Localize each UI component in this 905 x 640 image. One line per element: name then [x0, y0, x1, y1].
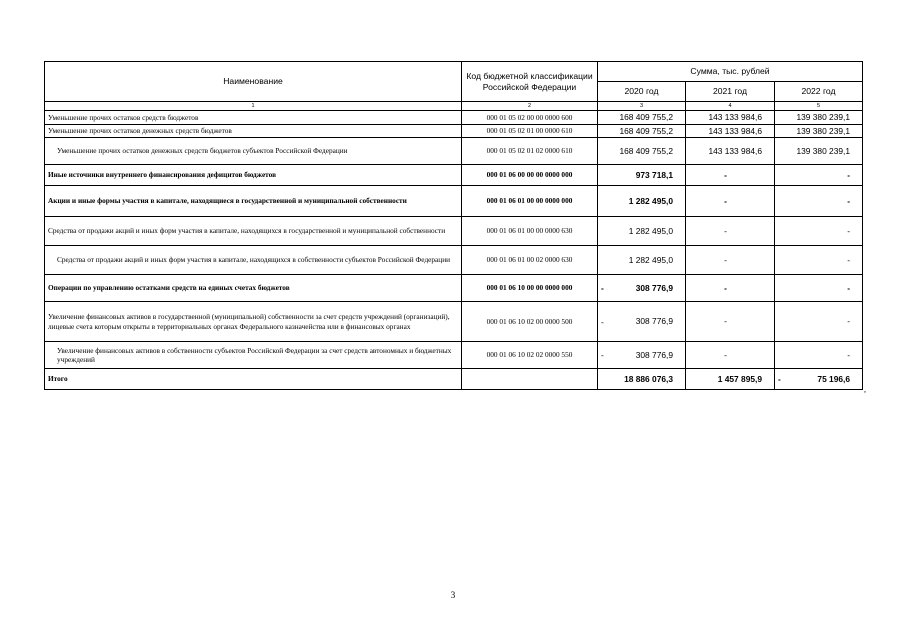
row-value-2022: -: [775, 275, 863, 302]
column-index: 3: [598, 102, 686, 111]
row-value-2022: -: [775, 217, 863, 246]
header-name: Наименование: [45, 62, 462, 102]
row-code: 000 01 06 00 00 00 0000 000: [462, 165, 598, 186]
row-value-2021: 143 133 984,6: [686, 111, 775, 125]
row-value-2022: 139 380 239,1: [775, 111, 863, 125]
row-name: Увеличение финансовых активов в государственной (муниципальной) собственности за счет средств учреждений (организаций), лицевые счета которым открыты в территориальных органах Федерального казначейства или в финансовых органах: [45, 302, 462, 342]
table-row: [45, 138, 863, 165]
value-text: 308 776,9: [635, 282, 673, 293]
table-row: [45, 342, 863, 369]
row-value-2020: 18 886 076,3: [598, 369, 686, 390]
row-value-2020: [598, 342, 686, 369]
header-year-2022: 2022 год: [775, 82, 863, 102]
table-row: [45, 302, 863, 342]
row-name: Иные источники внутреннего финансирования дефицитов бюджетов: [45, 165, 462, 186]
column-index: 5: [775, 102, 863, 111]
row-code: 000 01 05 02 00 00 0000 600: [462, 111, 598, 125]
row-value-2022: [775, 369, 863, 390]
minus-sign: -: [778, 373, 781, 384]
row-value-2020: [598, 302, 686, 342]
row-value-2020: 168 409 755,2: [598, 124, 686, 138]
header-year-2021: 2021 год: [686, 82, 775, 102]
row-name: Уменьшение прочих остатков средств бюджетов: [45, 111, 462, 125]
minus-sign: -: [601, 316, 604, 327]
row-code: 000 01 06 01 00 00 0000 000: [462, 186, 598, 217]
row-value-2020: 1 282 495,0: [598, 246, 686, 275]
row-value-2020: 1 282 495,0: [598, 217, 686, 246]
row-name: Итого: [45, 369, 462, 390]
table-row: [45, 275, 863, 302]
row-value-2021: -: [686, 246, 775, 275]
row-value-2021: -: [686, 302, 775, 342]
row-value-2020: 973 718,1: [598, 165, 686, 186]
row-name: Средства от продажи акций и иных форм участия в капитале, находящихся в государственной и муниципальной собственности: [45, 217, 462, 246]
row-value-2021: -: [686, 165, 775, 186]
budget-sources-table: [44, 61, 863, 390]
row-name: Увеличение финансовых активов в собственности субъектов Российской Федерации за счет средств автономных и бюджетных учреждений: [45, 342, 462, 369]
row-value-2021: 1 457 895,9: [686, 369, 775, 390]
header-year-2020: 2020 год: [598, 82, 686, 102]
table-row: [45, 124, 863, 138]
column-index: 1: [45, 102, 462, 111]
row-name: Акции и иные формы участия в капитале, находящиеся в государственной и муниципальной собственности: [45, 186, 462, 217]
row-name: Операции по управлению остатками средств на единых счетах бюджетов: [45, 275, 462, 302]
row-value-2022: -: [775, 302, 863, 342]
row-name: Уменьшение прочих остатков денежных средств бюджетов субъектов Российской Федерации: [45, 138, 462, 165]
table-row: [45, 111, 863, 125]
row-name: Уменьшение прочих остатков денежных средств бюджетов: [45, 124, 462, 138]
minus-sign: -: [601, 349, 604, 360]
closing-quote-mark: ,: [864, 385, 866, 394]
row-value-2022: -: [775, 165, 863, 186]
row-value-2020: 1 282 495,0: [598, 186, 686, 217]
row-value-2022: 139 380 239,1: [775, 124, 863, 138]
header-code: Код бюджетной классификации Российской Федерации: [462, 62, 598, 102]
row-value-2022: 139 380 239,1: [775, 138, 863, 165]
row-code: 000 01 06 01 00 00 0000 630: [462, 217, 598, 246]
row-value-2021: -: [686, 275, 775, 302]
row-value-2021: -: [686, 186, 775, 217]
column-index: 4: [686, 102, 775, 111]
row-code: 000 01 06 10 02 00 0000 500: [462, 302, 598, 342]
row-code: 000 01 06 01 00 02 0000 630: [462, 246, 598, 275]
minus-sign: -: [601, 282, 604, 293]
row-value-2021: 143 133 984,6: [686, 124, 775, 138]
header-row: [45, 62, 863, 82]
row-value-2021: 143 133 984,6: [686, 138, 775, 165]
row-name: Средства от продажи акций и иных форм участия в капитале, находящихся в собственности субъектов Российской Федерации: [45, 246, 462, 275]
row-code: 000 01 06 10 00 00 0000 000: [462, 275, 598, 302]
row-value-2021: -: [686, 217, 775, 246]
header-sum: Сумма, тыс. рублей: [598, 62, 863, 82]
column-index-row: [45, 102, 863, 111]
row-value-2020: [598, 275, 686, 302]
row-code: 000 01 05 02 01 02 0000 610: [462, 138, 598, 165]
table-row: [45, 217, 863, 246]
row-value-2022: -: [775, 186, 863, 217]
row-value-2020: 168 409 755,2: [598, 138, 686, 165]
value-text: 308 776,9: [635, 349, 673, 360]
row-code: 000 01 05 02 01 00 0000 610: [462, 124, 598, 138]
value-text: 75 196,6: [817, 373, 851, 384]
table-row: [45, 186, 863, 217]
row-code: 000 01 06 10 02 02 0000 550: [462, 342, 598, 369]
total-row: [45, 369, 863, 390]
table-row: [45, 246, 863, 275]
column-index: 2: [462, 102, 598, 111]
table-row: [45, 165, 863, 186]
row-code: [462, 369, 598, 390]
page-number: 3: [450, 590, 456, 600]
row-value-2020: 168 409 755,2: [598, 111, 686, 125]
row-value-2022: -: [775, 246, 863, 275]
value-text: 308 776,9: [635, 316, 673, 327]
row-value-2022: -: [775, 342, 863, 369]
row-value-2021: -: [686, 342, 775, 369]
